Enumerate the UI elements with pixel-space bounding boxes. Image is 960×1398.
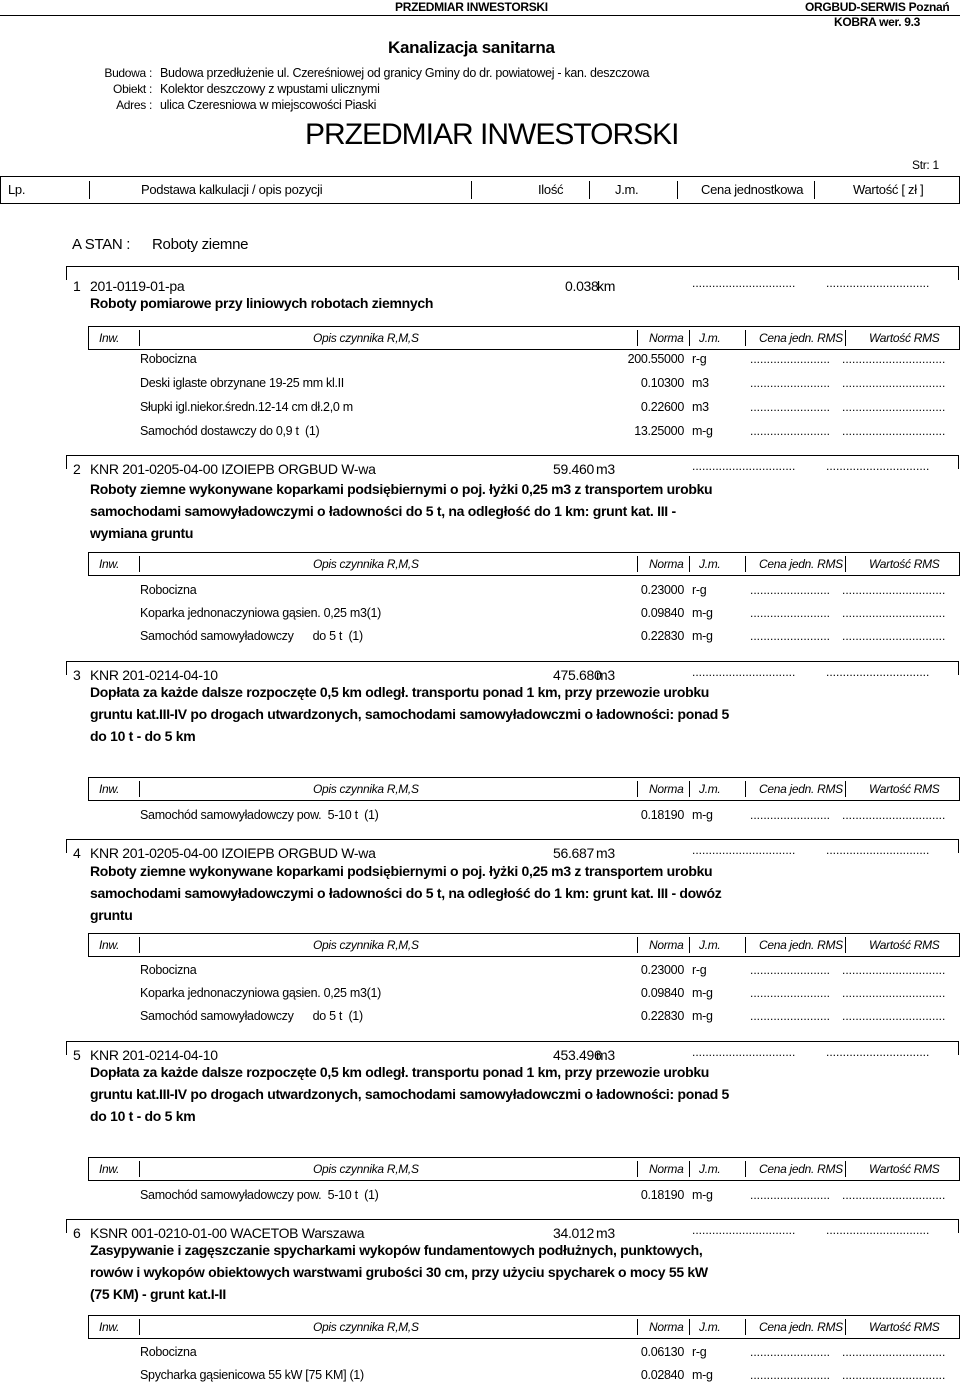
adres-label: Adres : <box>116 98 152 112</box>
item-separator-tick <box>66 455 67 469</box>
item-description: Roboty ziemne wykonywane koparkami podsiębiernymi o poj. łyżki 0,25 m3 z transportem urobku samochodami samowyładowczymi o ładowności do 5 t, na odległość do 1 km: grunt kat. III - wymiana gruntu <box>90 481 713 541</box>
factor-value-dots: ............................... <box>842 629 946 643</box>
sub-col-cena: Cena jedn. RMS <box>759 1162 843 1176</box>
sub-col-inw: Inw. <box>99 1320 120 1334</box>
factor-unit: m-g <box>692 1368 713 1382</box>
col-wartosc: Wartość [ zł ] <box>853 182 924 197</box>
factor-header-divider <box>139 1161 140 1177</box>
factor-header-divider <box>745 1161 746 1177</box>
sub-col-jm: J.m. <box>699 1320 721 1334</box>
sub-col-wartosc: Wartość RMS <box>869 1162 940 1176</box>
item-description: Roboty pomiarowe przy liniowych robotach ziemnych <box>90 295 434 311</box>
item-value-dots: ............................... <box>826 276 930 290</box>
factor-header-divider <box>139 937 140 953</box>
sub-col-norma: Norma <box>649 557 684 571</box>
factor-value-dots: ............................... <box>842 606 946 620</box>
factor-header-divider <box>689 556 690 572</box>
factor-norma: 0.22830 <box>640 629 684 643</box>
factor-unit: m-g <box>692 808 713 822</box>
item-separator-tick <box>958 455 959 469</box>
factor-unit: m-g <box>692 1009 713 1023</box>
sub-col-jm: J.m. <box>699 938 721 952</box>
col-jm: J.m. <box>615 182 639 197</box>
sub-col-wartosc: Wartość RMS <box>869 938 940 952</box>
factor-name: Robocizna <box>140 352 197 366</box>
item-lp: 5 <box>73 1047 81 1063</box>
factor-price-dots: ........................ <box>750 352 831 366</box>
item-code: KNR 201-0214-04-10 <box>90 667 218 683</box>
factor-price-dots: ........................ <box>750 376 831 390</box>
factor-header-divider <box>745 781 746 797</box>
factor-unit: r-g <box>692 1345 707 1359</box>
factor-price-dots: ........................ <box>750 629 831 643</box>
factor-header-divider <box>637 1161 638 1177</box>
factor-header-divider <box>845 556 846 572</box>
factor-name: Samochód samowyładowczy pow. 5-10 t (1) <box>140 1188 379 1202</box>
sub-col-wartosc: Wartość RMS <box>869 1320 940 1334</box>
item-separator-tick <box>66 661 67 675</box>
company-name: ORGBUD-SERWIS Poznań <box>805 0 950 14</box>
sub-col-wartosc: Wartość RMS <box>869 782 940 796</box>
col-cena: Cena jednostkowa <box>701 182 804 197</box>
budowa-label: Budowa : <box>104 66 152 80</box>
factor-header-divider <box>845 781 846 797</box>
factor-header-divider <box>845 1319 846 1335</box>
factor-header <box>88 552 960 576</box>
factor-name: Samochód samowyładowczy pow. 5-10 t (1) <box>140 808 379 822</box>
factor-header-divider <box>845 330 846 346</box>
item-separator <box>66 1041 959 1042</box>
sub-col-inw: Inw. <box>99 938 120 952</box>
factor-name: Spycharka gąsienicowa 55 kW [75 KM] (1) <box>140 1368 364 1382</box>
sub-col-cena: Cena jedn. RMS <box>759 938 843 952</box>
factor-norma: 13.25000 <box>634 424 684 438</box>
item-code: KNR 201-0214-04-10 <box>90 1047 218 1063</box>
sub-col-opis: Opis czynnika R,M,S <box>313 782 419 796</box>
factor-value-dots: ............................... <box>842 1345 946 1359</box>
factor-norma: 0.09840 <box>640 606 684 620</box>
factor-norma: 0.22830 <box>640 1009 684 1023</box>
factor-value-dots: ............................... <box>842 986 946 1000</box>
item-separator-tick <box>66 1219 67 1233</box>
factor-header-divider <box>637 556 638 572</box>
page-number: Str: 1 <box>912 158 939 172</box>
factor-header <box>88 777 960 801</box>
item-quantity: 453.496 <box>553 1047 602 1063</box>
item-unit: m3 <box>596 1225 615 1241</box>
sub-col-norma: Norma <box>649 782 684 796</box>
col-ilosc: Ilość <box>538 182 564 197</box>
col-lp: Lp. <box>8 182 26 197</box>
factor-unit: r-g <box>692 963 707 977</box>
budowa-value: Budowa przedłużenie ul. Czereśniowej od granicy Gminy do dr. powiatowej - kan. deszczowa <box>160 66 650 80</box>
factor-value-dots: ............................... <box>842 1009 946 1023</box>
item-lp: 4 <box>73 845 81 861</box>
sub-col-opis: Opis czynnika R,M,S <box>313 557 419 571</box>
factor-norma: 0.02840 <box>640 1368 684 1382</box>
sub-col-cena: Cena jedn. RMS <box>759 1320 843 1334</box>
factor-name: Robocizna <box>140 1345 197 1359</box>
item-price-dots: ............................... <box>692 843 796 857</box>
item-code: KNR 201-0205-04-00 IZOIEPB ORGBUD W-wa <box>90 845 376 861</box>
factor-price-dots: ........................ <box>750 963 831 977</box>
factor-header <box>88 1157 960 1181</box>
item-quantity: 59.460 <box>553 461 595 477</box>
sub-col-inw: Inw. <box>99 782 120 796</box>
factor-header-divider <box>637 330 638 346</box>
factor-header-divider <box>845 1161 846 1177</box>
factor-name: Robocizna <box>140 963 197 977</box>
item-quantity: 56.687 <box>553 845 595 861</box>
sub-col-inw: Inw. <box>99 557 120 571</box>
factor-name: Słupki igl.niekor.średn.12-14 cm dł.2,0 m <box>140 400 353 414</box>
factor-value-dots: ............................... <box>842 352 946 366</box>
sub-col-norma: Norma <box>649 938 684 952</box>
item-price-dots: ............................... <box>692 1045 796 1059</box>
page-title: PRZEDMIAR INWESTORSKI <box>305 118 679 151</box>
factor-price-dots: ........................ <box>750 583 831 597</box>
factor-unit: m-g <box>692 986 713 1000</box>
factor-name: Robocizna <box>140 583 197 597</box>
item-description: Dopłata za każde dalsze rozpoczęte 0,5 km odległ. transportu ponad 1 km, przy przewozie urobku gruntu kat.III-IV po drogach utwardzonych, samochodami samowyładowczmi o ładowności: ponad 5 do 10 t - do 5 km <box>90 684 730 744</box>
item-description: Roboty ziemne wykonywane koparkami podsiębiernymi o poj. łyżki 0,25 m3 z transportem urobku samochodami samowyładowczymi o ładowności do 5 t, na odległość do 1 km: grunt kat. III - dowóz gruntu <box>90 863 722 923</box>
factor-norma: 0.18190 <box>640 808 684 822</box>
factor-unit: r-g <box>692 352 707 366</box>
item-unit: m3 <box>596 845 615 861</box>
item-separator-tick <box>66 839 67 853</box>
item-lp: 1 <box>73 278 81 294</box>
item-separator-tick <box>958 661 959 675</box>
factor-name: Samochód samowyładowczy do 5 t (1) <box>140 1009 363 1023</box>
doc-type-label: PRZEDMIAR INWESTORSKI <box>395 0 548 14</box>
factor-header-divider <box>689 781 690 797</box>
obiekt-value: Kolektor deszczowy z wpustami ulicznymi <box>160 82 380 96</box>
sub-col-jm: J.m. <box>699 782 721 796</box>
item-unit: m3 <box>596 461 615 477</box>
item-quantity: 34.012 <box>553 1225 595 1241</box>
factor-header-divider <box>139 781 140 797</box>
item-code: 201-0119-01-pa <box>90 278 185 294</box>
factor-header-divider <box>689 937 690 953</box>
factor-header-divider <box>637 781 638 797</box>
factor-header-divider <box>139 330 140 346</box>
factor-norma: 0.06130 <box>640 1345 684 1359</box>
sub-col-jm: J.m. <box>699 331 721 345</box>
sub-col-opis: Opis czynnika R,M,S <box>313 1162 419 1176</box>
factor-norma: 0.10300 <box>640 376 684 390</box>
factor-header-divider <box>689 1161 690 1177</box>
item-quantity: 0.038 <box>565 278 599 294</box>
item-unit: m3 <box>596 1047 615 1063</box>
item-separator-tick <box>66 1041 67 1055</box>
sub-col-cena: Cena jedn. RMS <box>759 557 843 571</box>
table-header <box>0 176 960 204</box>
item-price-dots: ............................... <box>692 459 796 473</box>
item-code: KNR 201-0205-04-00 IZOIEPB ORGBUD W-wa <box>90 461 376 477</box>
factor-norma: 200.55000 <box>627 352 684 366</box>
sub-col-opis: Opis czynnika R,M,S <box>313 1320 419 1334</box>
factor-header-divider <box>745 330 746 346</box>
factor-norma: 0.23000 <box>640 583 684 597</box>
factor-value-dots: ............................... <box>842 400 946 414</box>
item-description: Dopłata za każde dalsze rozpoczęte 0,5 km odległ. transportu ponad 1 km, przy przewozie urobku gruntu kat.III-IV po drogach utwardzonych, samochodami samowyładowczmi o ładowności: ponad 5 do 10 t - do 5 km <box>90 1064 730 1124</box>
sub-col-norma: Norma <box>649 331 684 345</box>
factor-value-dots: ............................... <box>842 1368 946 1382</box>
factor-unit: m-g <box>692 1188 713 1202</box>
stage-name: Roboty ziemne <box>152 236 249 253</box>
item-quantity: 475.680 <box>553 667 602 683</box>
item-price-dots: ............................... <box>692 1223 796 1237</box>
stage-label: A STAN : <box>72 236 131 253</box>
factor-unit: m-g <box>692 629 713 643</box>
item-lp: 6 <box>73 1225 81 1241</box>
obiekt-label: Obiekt : <box>113 82 152 96</box>
sub-col-opis: Opis czynnika R,M,S <box>313 938 419 952</box>
item-separator-tick <box>958 1041 959 1055</box>
factor-header-divider <box>637 1319 638 1335</box>
sub-col-cena: Cena jedn. RMS <box>759 782 843 796</box>
factor-unit: m-g <box>692 424 713 438</box>
factor-price-dots: ........................ <box>750 986 831 1000</box>
factor-name: Samochód samowyładowczy do 5 t (1) <box>140 629 363 643</box>
factor-unit: m3 <box>692 400 709 414</box>
item-separator-tick <box>958 839 959 853</box>
factor-header-divider <box>845 937 846 953</box>
sub-col-inw: Inw. <box>99 1162 120 1176</box>
factor-header-divider <box>689 330 690 346</box>
factor-header-divider <box>637 937 638 953</box>
factor-price-dots: ........................ <box>750 1009 831 1023</box>
factor-price-dots: ........................ <box>750 424 831 438</box>
factor-value-dots: ............................... <box>842 583 946 597</box>
sub-col-jm: J.m. <box>699 1162 721 1176</box>
factor-header-divider <box>689 1319 690 1335</box>
item-unit: km <box>597 278 616 294</box>
factor-header-divider <box>745 1319 746 1335</box>
factor-value-dots: ............................... <box>842 424 946 438</box>
factor-unit: m-g <box>692 606 713 620</box>
factor-name: Koparka jednonaczyniowa gąsien. 0,25 m3(1) <box>140 606 382 620</box>
sub-col-wartosc: Wartość RMS <box>869 557 940 571</box>
factor-price-dots: ........................ <box>750 1368 831 1382</box>
col-podstawa: Podstawa kalkulacji / opis pozycji <box>141 182 323 197</box>
factor-name: Koparka jednonaczyniowa gąsien. 0,25 m3(1) <box>140 986 382 1000</box>
section-title: Kanalizacja sanitarna <box>388 38 555 57</box>
factor-price-dots: ........................ <box>750 400 831 414</box>
factor-unit: m3 <box>692 376 709 390</box>
item-description: Zasypywanie i zagęszczanie spycharkami wykopów fundamentowych podłużnych, punktowych, rowów i wykopów obiektowych warstwami grubości 30 cm, przy użyciu spycharek o mocy 55 kW (75 KM) - grunt kat.I-II <box>90 1242 708 1302</box>
sub-col-opis: Opis czynnika R,M,S <box>313 331 419 345</box>
factor-header-divider <box>745 937 746 953</box>
factor-price-dots: ........................ <box>750 606 831 620</box>
item-lp: 3 <box>73 667 81 683</box>
item-value-dots: ............................... <box>826 665 930 679</box>
item-separator <box>66 1219 959 1220</box>
item-value-dots: ............................... <box>826 1045 930 1059</box>
factor-unit: r-g <box>692 583 707 597</box>
factor-value-dots: ............................... <box>842 963 946 977</box>
item-code: KSNR 001-0210-01-00 WACETOB Warszawa <box>90 1225 365 1241</box>
software-version: KOBRA wer. 9.3 <box>834 15 921 29</box>
factor-header-divider <box>139 556 140 572</box>
factor-price-dots: ........................ <box>750 1345 831 1359</box>
factor-norma: 0.18190 <box>640 1188 684 1202</box>
factor-norma: 0.22600 <box>640 400 684 414</box>
factor-value-dots: ............................... <box>842 1188 946 1202</box>
factor-price-dots: ........................ <box>750 808 831 822</box>
item-value-dots: ............................... <box>826 1223 930 1237</box>
item-separator <box>66 455 959 456</box>
sub-col-norma: Norma <box>649 1320 684 1334</box>
factor-header <box>88 1315 960 1339</box>
item-value-dots: ............................... <box>826 459 930 473</box>
factor-header-divider <box>745 556 746 572</box>
adres-value: ulica Czeresniowa w miejscowości Piaski <box>160 98 377 112</box>
factor-name: Deski iglaste obrzynane 19-25 mm kl.II <box>140 376 344 390</box>
factor-value-dots: ............................... <box>842 808 946 822</box>
factor-header <box>88 933 960 957</box>
item-separator <box>66 839 959 840</box>
factor-price-dots: ........................ <box>750 1188 831 1202</box>
sub-col-norma: Norma <box>649 1162 684 1176</box>
item-unit: m3 <box>596 667 615 683</box>
item-separator-tick <box>958 1219 959 1233</box>
item-price-dots: ............................... <box>692 276 796 290</box>
item-value-dots: ............................... <box>826 843 930 857</box>
factor-name: Samochód dostawczy do 0,9 t (1) <box>140 424 320 438</box>
item-price-dots: ............................... <box>692 665 796 679</box>
sub-col-jm: J.m. <box>699 557 721 571</box>
factor-value-dots: ............................... <box>842 376 946 390</box>
item-lp: 2 <box>73 461 81 477</box>
factor-header-divider <box>139 1319 140 1335</box>
sub-col-wartosc: Wartość RMS <box>869 331 940 345</box>
factor-norma: 0.23000 <box>640 963 684 977</box>
sub-col-cena: Cena jedn. RMS <box>759 331 843 345</box>
factor-norma: 0.09840 <box>640 986 684 1000</box>
item-separator <box>66 661 959 662</box>
factor-header <box>88 326 960 350</box>
sub-col-inw: Inw. <box>99 331 120 345</box>
